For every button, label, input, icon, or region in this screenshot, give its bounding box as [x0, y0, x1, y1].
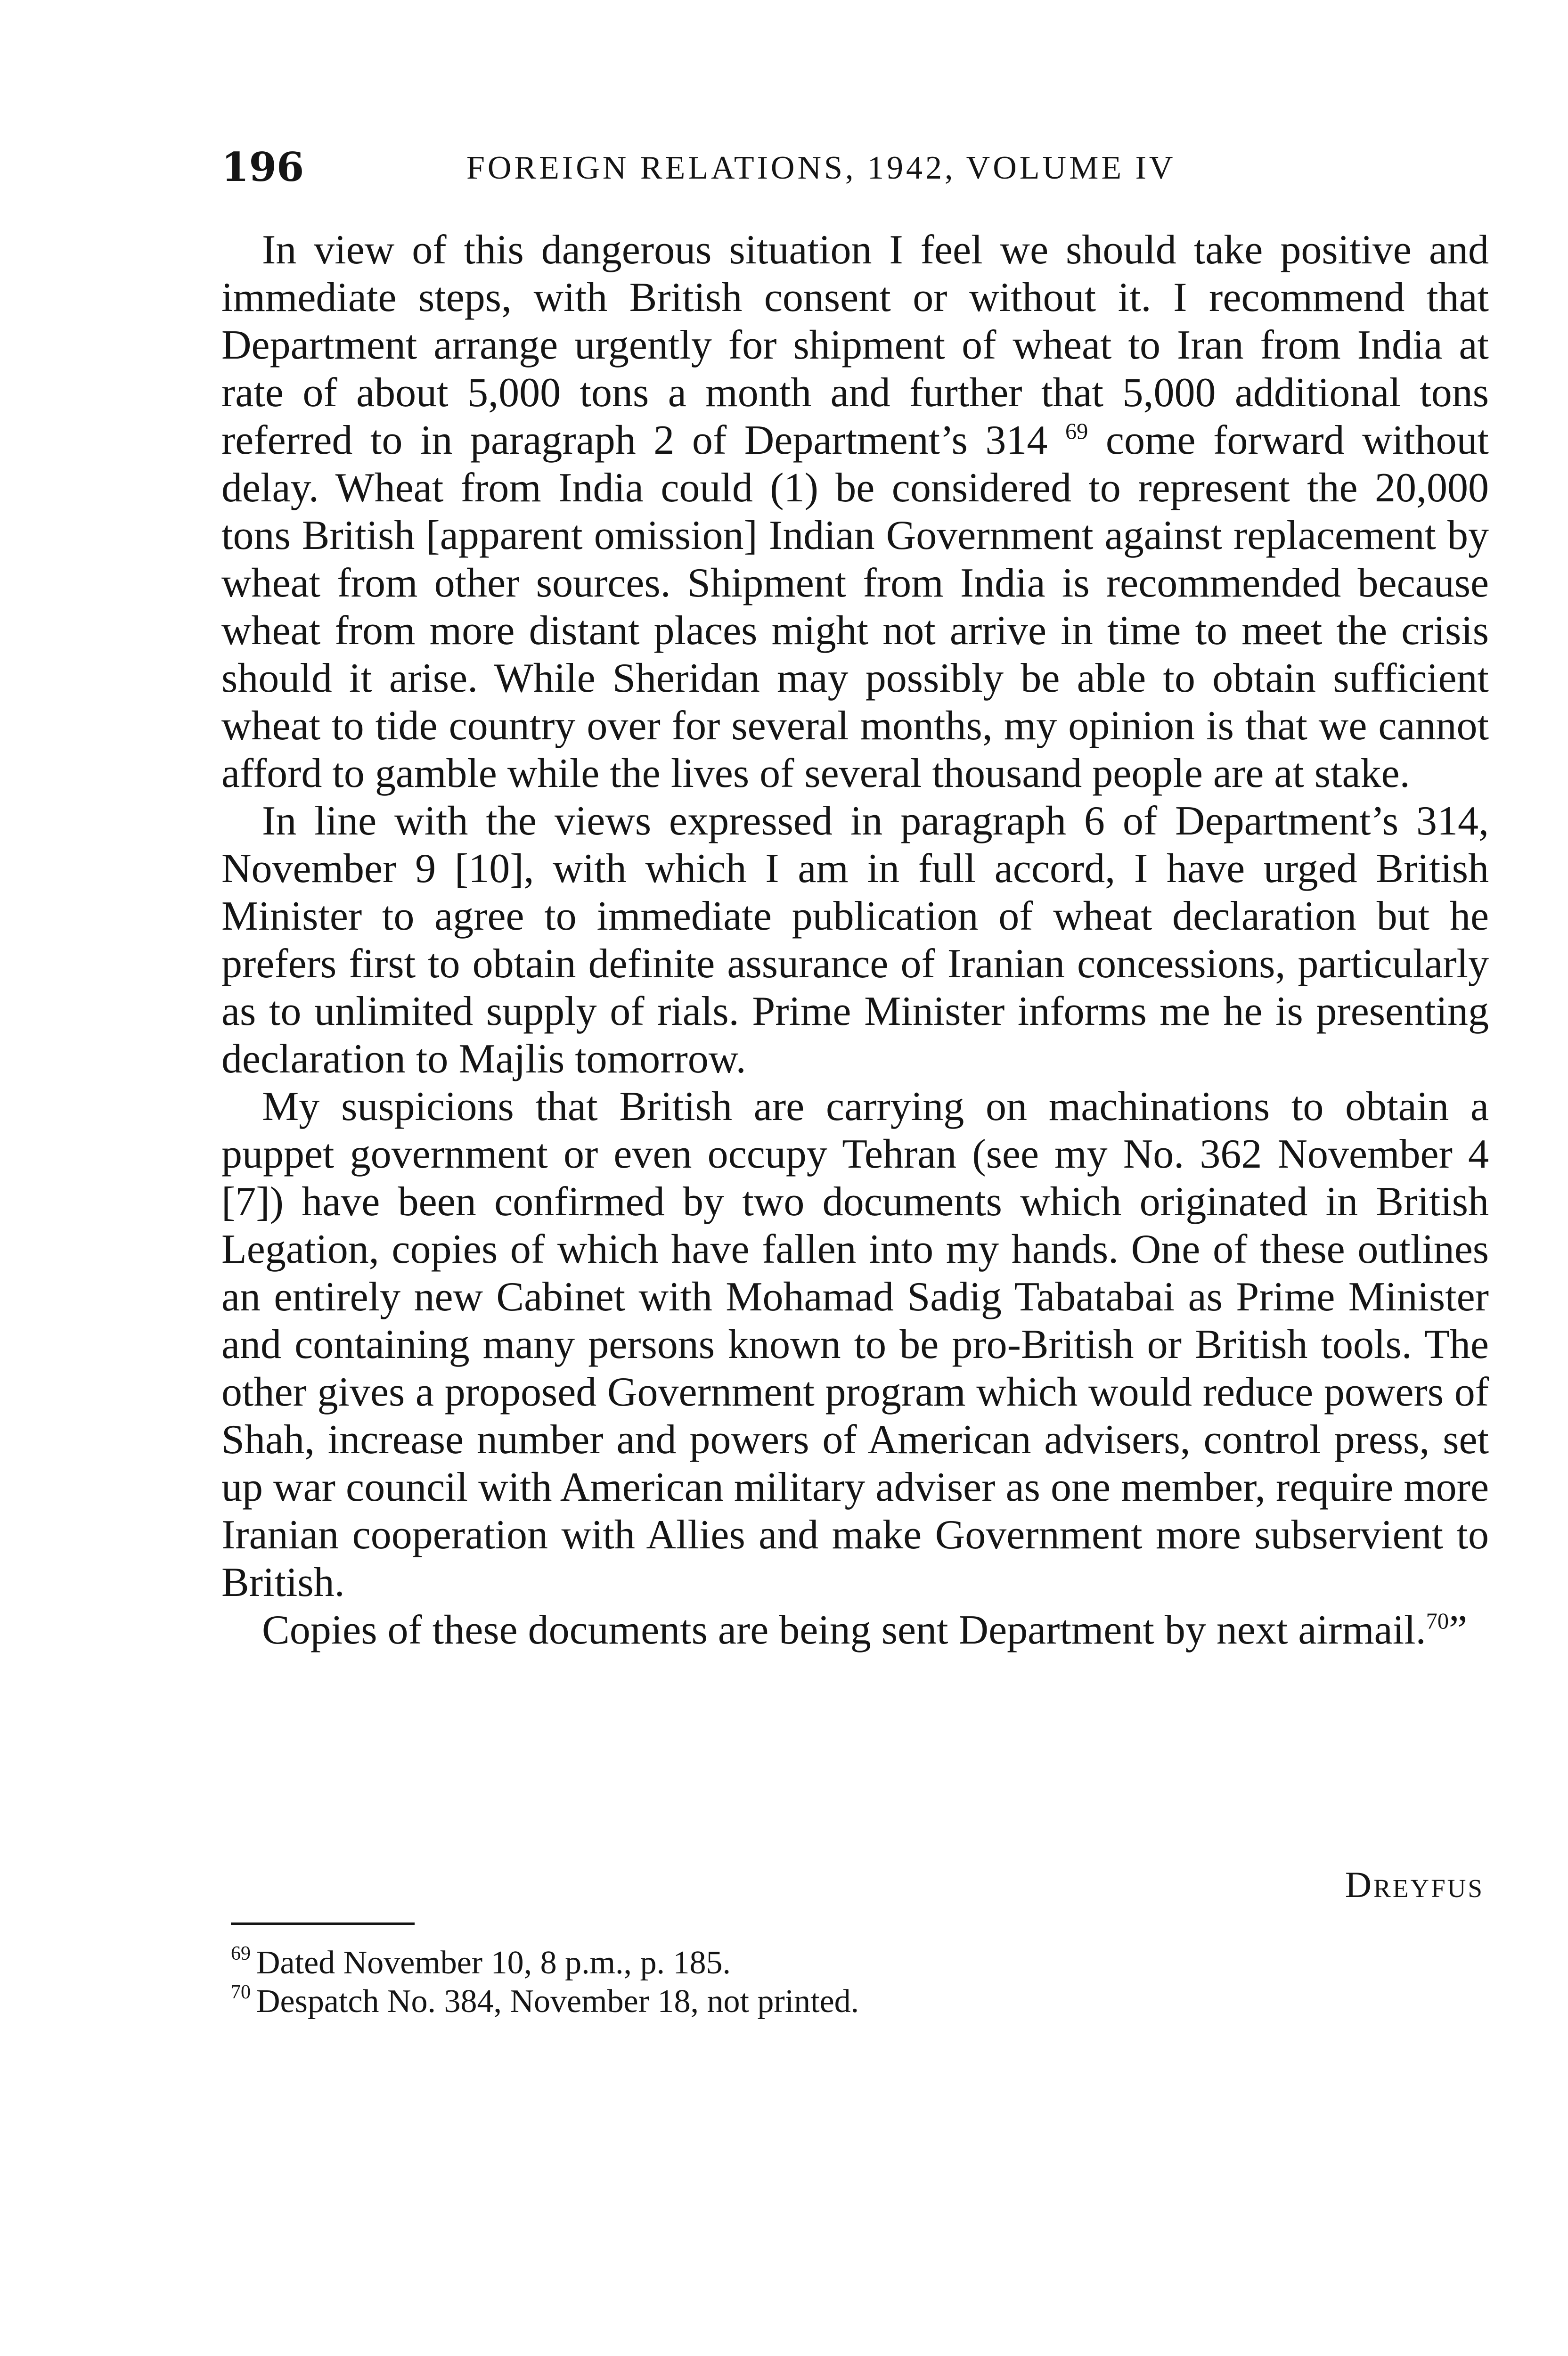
footnote-69: [231, 1944, 1456, 1982]
footnote-marker: 70: [231, 1981, 251, 2003]
paragraph-4-text: Copies of these documents are being sent Department by next airmail.: [262, 1607, 1426, 1653]
paragraph-2: In line with the views expressed in paragraph 6 of Department’s 314, November 9 [10], with which I am in full accord, I have urged British Minister to agree to immediate publication of wheat declaration but he prefers first to obtain definite assurance of Iranian concessions, particularly as to unlimited supply of rials. Prime Minister informs me he is presenting declaration to Majlis tomorrow.: [221, 798, 1489, 1082]
running-head: FOREIGN RELATIONS, 1942, VOLUME IV: [466, 150, 1176, 186]
signature: Dreyfus: [1345, 1864, 1484, 1905]
paragraph-3: My suspicions that British are carrying on machinations to obtain a puppet government or even occupy Tehran (see my No. 362 November 4 [7]) have been confirmed by two documents which originated in British Legation, copies of which have fallen into my hands. One of these outlines an entirely new Cabinet with Mohamad Sadig Tabatabai as Prime Minister and containing many persons known to be pro-British or British tools. The other gives a proposed Government program which would reduce powers of Shah, increase number and powers of American advisers, control press, set up war council with American military adviser as one member, require more Iranian cooperation with Allies and make Government more subservient to British.: [221, 1084, 1489, 1605]
footnote-ref-69: 69: [1065, 419, 1088, 444]
body-text: [221, 226, 1489, 1654]
footnote-text: Dated November 10, 8 p.m., p. 185.: [256, 1945, 731, 1981]
footnotes: [231, 1944, 1456, 2021]
footnote-divider: [231, 1922, 415, 1925]
page-number: 196: [221, 144, 304, 190]
footnote-text: Despatch No. 384, November 18, not printed.: [256, 1983, 859, 2020]
paragraph-1-text-a: In view of this dangerous situation I feel we should take positive and immediate steps, with British consent or without it. I recommend that Department arrange urgently for shipment of wheat to Iran from India at rate of about 5,000 tons a month and further that 5,000 additional tons referred to in paragraph 2 of Department’s 314: [221, 227, 1489, 463]
page-header: [221, 141, 1494, 193]
paragraph-4: [221, 1606, 1489, 1654]
paragraph-1-text-b: come forward without delay. Wheat from India could (1) be considered to represent the 20,000 tons British [apparent omission] Indian Government against replacement by wheat from other sources. Shipment from India is recommended because wheat from more distant places might not arrive in time to meet the crisis should it arise. While Sheridan may possibly be able to obtain sufficient wheat to tide country over for several months, my opinion is that we cannot afford to gamble while the lives of several thousand people are at stake.: [221, 417, 1489, 796]
footnote-ref-70: 70: [1426, 1609, 1449, 1634]
footnote-70: [231, 1982, 1456, 2021]
footnote-marker: 69: [231, 1942, 251, 1964]
paragraph-1: [221, 226, 1489, 797]
closing-quote: ”: [1449, 1607, 1468, 1653]
